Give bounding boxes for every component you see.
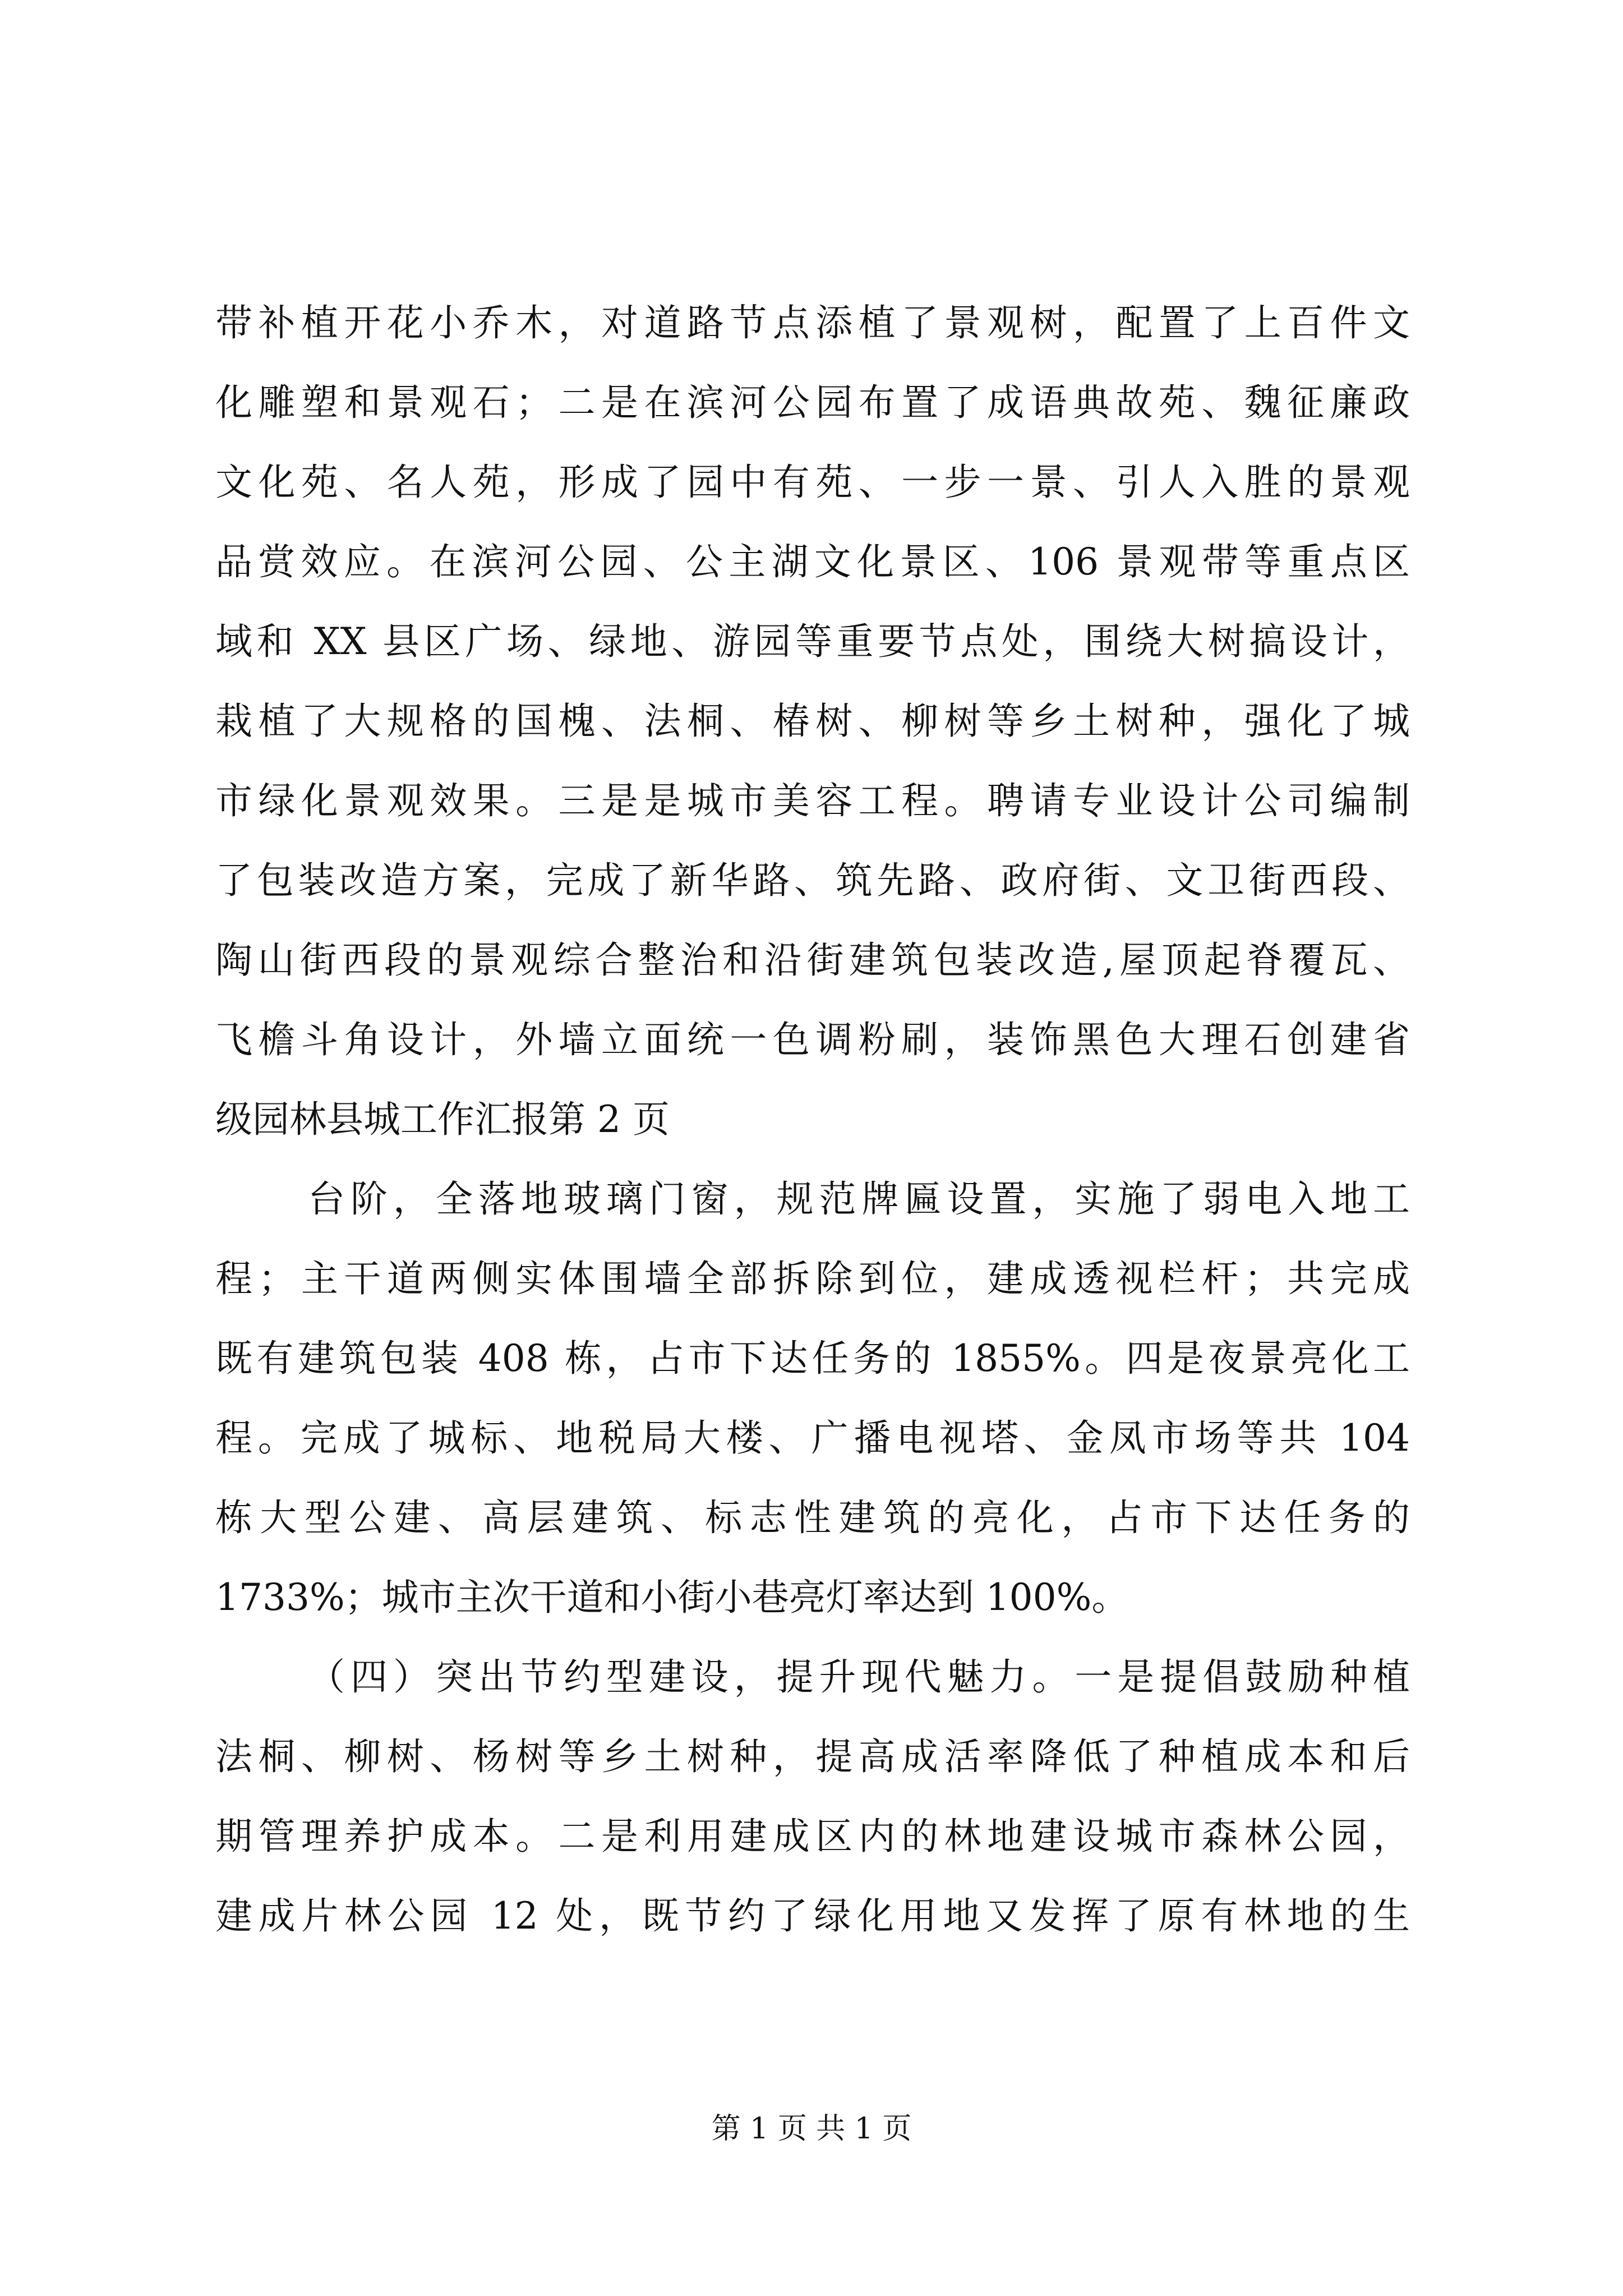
text-line: 程。完成了城标、地税局大楼、广播电视塔、金凤市场等共 104 (215, 1416, 1410, 1460)
text-line: 级园林县城工作汇报第 2 页 (215, 1098, 670, 1141)
text-line: 化雕塑和景观石；二是在滨河公园布置了成语典故苑、魏征廉政 (215, 381, 1410, 424)
text-line: 飞檐斗角设计，外墙立面统一色调粉刷，装饰黑色大理石创建省 (215, 1018, 1410, 1061)
text-line: 栽植了大规格的国槐、法桐、椿树、柳树等乡土树种，强化了城 (215, 700, 1410, 743)
page-footer (0, 2109, 1623, 2148)
text-line: 既有建筑包装 408 栋，占市下达任务的 1855%。四是夜景亮化工 (215, 1337, 1410, 1380)
page-number-label: 第 1 页 共 1 页 (711, 2112, 912, 2146)
text-line: 品赏效应。在滨河公园、公主湖文化景区、106 景观带等重点区 (215, 540, 1410, 583)
paragraph-2 (215, 1159, 1410, 1637)
text-line: （四）突出节约型建设，提升现代魅力。一是提倡鼓励种植 (308, 1655, 1410, 1699)
text-line: 市绿化景观效果。三是是城市美容工程。聘请专业设计公司编制 (215, 779, 1410, 822)
text-line: 带补植开花小乔木，对道路节点添植了景观树，配置了上百件文 (215, 301, 1410, 344)
text-line: 陶山街西段的景观综合整治和沿街建筑包装改造,屋顶起脊覆瓦、 (215, 938, 1410, 982)
text-line: 程；主干道两侧实体围墙全部拆除到位，建成透视栏杆；共完成 (215, 1257, 1410, 1300)
text-line: 建成片林公园 12 处，既节约了绿化用地又发挥了原有林地的生 (215, 1894, 1410, 1938)
text-line: 台阶，全落地玻璃门窗，规范牌匾设置，实施了弱电入地工 (308, 1177, 1410, 1221)
text-line: 1733%；城市主次干道和小街小巷亮灯率达到 100%。 (215, 1576, 1129, 1619)
text-line: 栋大型公建、高层建筑、标志性建筑的亮化，占市下达任务的 (215, 1496, 1410, 1539)
text-line: 期管理养护成本。二是利用建成区内的林地建设城市森林公园， (215, 1815, 1410, 1858)
paragraph-1 (215, 283, 1410, 1159)
text-line: 法桐、柳树、杨树等乡土树种，提高成活率降低了种植成本和后 (215, 1735, 1410, 1778)
text-line: 文化苑、名人苑，形成了园中有苑、一步一景、引人入胜的景观 (215, 461, 1410, 504)
text-line: 域和 XX 县区广场、绿地、游园等重要节点处，围绕大树搞设计， (215, 620, 1410, 663)
paragraph-3 (215, 1637, 1410, 1956)
text-line: 了包装改造方案，完成了新华路、筑先路、政府街、文卫街西段、 (215, 859, 1410, 902)
body-text (215, 283, 1410, 1956)
